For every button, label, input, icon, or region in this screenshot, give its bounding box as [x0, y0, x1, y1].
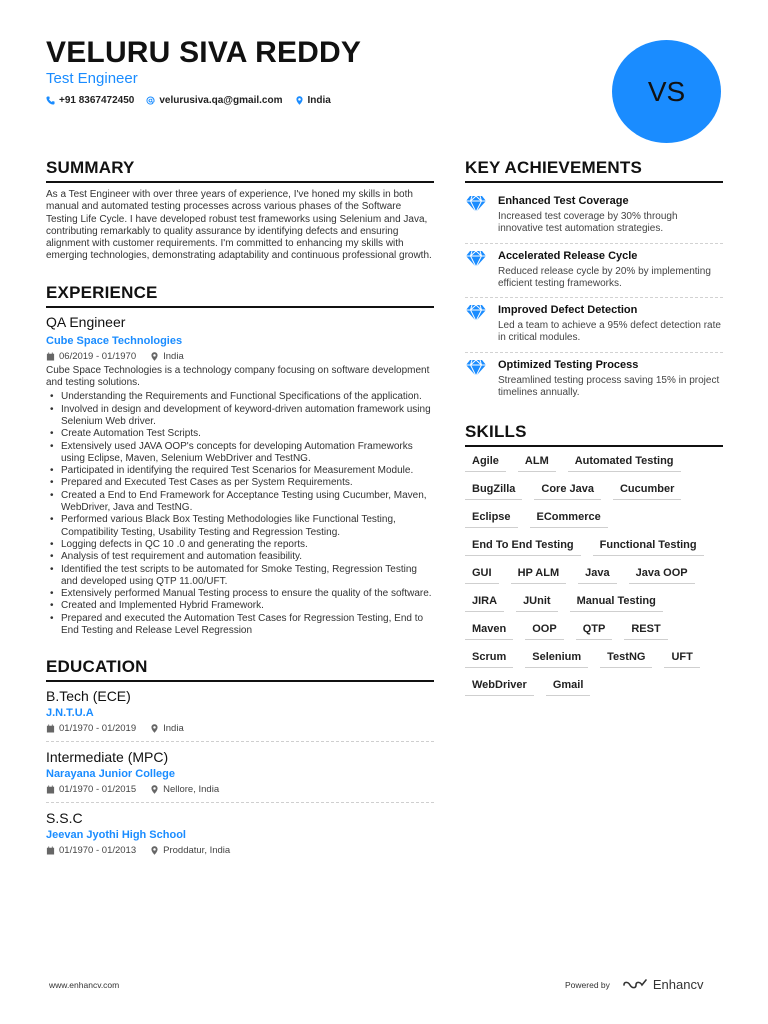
- education-meta: [46, 845, 434, 856]
- achievement-item: [465, 189, 723, 244]
- skill-tag: BugZilla: [465, 481, 522, 500]
- achievement-item: [465, 244, 723, 299]
- contact-location: [295, 95, 331, 106]
- education-location: [150, 845, 230, 856]
- diamond-icon: [465, 195, 487, 213]
- list-item: • Participated in identifying the required Test Scenarios for Measurement Module.: [46, 465, 434, 477]
- job-title: Test Engineer: [46, 70, 138, 87]
- enhancv-logo-icon: [622, 979, 648, 991]
- diamond-icon: [465, 250, 487, 268]
- achievement-desc: Increased test coverage by 30% through innovative test automation strategies.: [498, 211, 678, 235]
- achievements-section: [465, 158, 723, 406]
- experience-meta: [46, 351, 434, 362]
- achievement-body: [498, 359, 723, 400]
- summary-section: [46, 158, 434, 263]
- education-dates: [46, 845, 136, 856]
- calendar-icon: [46, 785, 55, 794]
- skill-tag: HP ALM: [511, 565, 567, 584]
- list-item: • Create Automation Test Scripts.: [46, 428, 434, 440]
- achievement-item: [465, 353, 723, 407]
- skill-tag: OOP: [525, 621, 563, 640]
- achievement-title: Enhanced Test Coverage: [498, 195, 629, 207]
- experience-location-text: India: [163, 350, 184, 362]
- section-heading-experience: EXPERIENCE: [46, 283, 434, 308]
- education-meta: [46, 784, 434, 795]
- skills-list: [465, 453, 723, 696]
- skill-tag: QTP: [576, 621, 613, 640]
- skill-tag: ALM: [518, 453, 556, 472]
- achievement-desc: Reduced release cycle by 20% by implementing efficient testing frameworks.: [498, 265, 711, 289]
- education-location: [150, 723, 184, 734]
- contact-email[interactable]: [146, 95, 282, 106]
- list-item: • Performed various Black Box Testing Methodologies like Functional Testing, Compatibility Testing, Usability Testing and Regression Testing.: [46, 514, 434, 539]
- list-item: • Understanding the Requirements and Functional Specifications of the application.: [46, 391, 434, 403]
- skills-section: [465, 422, 723, 696]
- education-dates: [46, 723, 136, 734]
- education-section: [46, 657, 434, 863]
- skill-tag: Maven: [465, 621, 513, 640]
- education-degree: B.Tech (ECE): [46, 688, 131, 705]
- location-pin-icon: [295, 96, 304, 105]
- list-item: • Analysis of test requirement and automation feasibility.: [46, 551, 434, 563]
- diamond-icon: [465, 359, 487, 377]
- contact-row: [46, 95, 331, 106]
- list-item: • Involved in design and development of keyword-driven automation framework using Selenium Web driver.: [46, 404, 434, 429]
- skill-tag: Gmail: [546, 677, 591, 696]
- education-dates-text: 01/1970 - 01/2013: [59, 845, 137, 857]
- education-dates-text: 01/1970 - 01/2015: [59, 784, 137, 796]
- list-item: • Created a End to End Framework for Acceptance Testing using Cucumber, Maven, WebDriver, Java and TestNG.: [46, 490, 434, 515]
- skill-tag: Cucumber: [613, 481, 681, 500]
- list-item: • Prepared and Executed Test Cases as per System Requirements.: [46, 477, 434, 489]
- education-school: Narayana Junior College: [46, 768, 175, 781]
- location-pin-icon: [150, 846, 159, 855]
- experience-bullets: [46, 391, 434, 637]
- skill-tag: Eclipse: [465, 509, 518, 528]
- skill-tag: Java: [578, 565, 616, 584]
- education-dates: [46, 784, 136, 795]
- right-column: [465, 158, 723, 696]
- achievement-title: Accelerated Release Cycle: [498, 249, 638, 262]
- education-item: [46, 688, 434, 742]
- list-item: • Logging defects in QC 10 .0 and generating the reports.: [46, 539, 434, 551]
- skill-tag: Selenium: [525, 649, 588, 668]
- skill-tag: Core Java: [534, 481, 601, 500]
- achievement-title: Optimized Testing Process: [498, 358, 639, 371]
- brand-name: Enhancv: [652, 977, 704, 992]
- achievement-desc: Led a team to achieve a 95% defect detection rate in critical modules.: [498, 320, 721, 344]
- skill-tag: Automated Testing: [568, 453, 681, 472]
- list-item: • Identified the test scripts to be automated for Smoke Testing, Regression Testing and developed using QTP 11.00/UFT.: [46, 564, 434, 589]
- calendar-icon: [46, 846, 55, 855]
- location-pin-icon: [150, 352, 159, 361]
- achievement-body: [498, 250, 723, 291]
- phone-text: +91 8367472450: [59, 95, 135, 106]
- skill-tag: JIRA: [465, 593, 504, 612]
- contact-phone[interactable]: [46, 95, 134, 106]
- education-location-text: Proddatur, India: [163, 845, 231, 857]
- skill-tag: Agile: [465, 453, 506, 472]
- brand-logo[interactable]: [622, 977, 704, 992]
- left-column: [46, 158, 434, 870]
- section-heading-summary: SUMMARY: [46, 158, 434, 183]
- skill-tag: UFT: [664, 649, 699, 668]
- education-item: [46, 810, 434, 863]
- skill-tag: ECommerce: [530, 509, 608, 528]
- skill-tag: Scrum: [465, 649, 513, 668]
- calendar-icon: [46, 352, 55, 361]
- experience-description: Cube Space Technologies is a technology company focusing on software development and testing solutions.: [46, 364, 430, 389]
- education-location: [150, 784, 219, 795]
- achievement-desc: Streamlined testing process saving 15% in project timelines annually.: [498, 374, 720, 399]
- section-heading-skills: SKILLS: [465, 422, 723, 447]
- section-heading-education: EDUCATION: [46, 657, 434, 682]
- list-item: • Extensively performed Manual Testing process to ensure the quality of the software.: [46, 588, 434, 600]
- education-school: Jeevan Jyothi High School: [46, 829, 186, 842]
- experience-section: [46, 283, 434, 638]
- skill-tag: JUnit: [516, 593, 558, 612]
- list-item: • Created and Implemented Hybrid Framework.: [46, 600, 434, 612]
- summary-text: As a Test Engineer with over three years of experience, I've honed my skills in both manual and automated testing processes across various phases of the Software Testing Life Cycle. I have developed robust test frameworks using Selenium and Java, contributing remarkably to quality assurance by identifying defects and ensuring alignment with customer requirements. I'm committed to enhancing my skills with emerging technologies, demonstrating adaptability and continuous professional growth.: [46, 189, 432, 262]
- section-heading-achievements: KEY ACHIEVEMENTS: [465, 158, 723, 183]
- candidate-name: VELURU SIVA REDDY: [46, 36, 362, 69]
- location-text: India: [307, 95, 331, 106]
- experience-dates-text: 06/2019 - 01/1970: [59, 350, 137, 362]
- education-meta: [46, 723, 434, 734]
- experience-dates: [46, 351, 136, 362]
- skill-tag: WebDriver: [465, 677, 534, 696]
- phone-icon: [46, 96, 55, 105]
- list-item: • Extensively used JAVA OOP's concepts for developing Automation Frameworks using Eclipse, Maven, Selenium WebDriver and TestNG.: [46, 441, 434, 466]
- calendar-icon: [46, 724, 55, 733]
- experience-location: [150, 351, 184, 362]
- experience-role: QA Engineer: [46, 313, 126, 330]
- location-pin-icon: [150, 785, 159, 794]
- skill-tag: Functional Testing: [593, 537, 704, 556]
- location-pin-icon: [150, 724, 159, 733]
- skill-tag: End To End Testing: [465, 537, 581, 556]
- achievement-title: Improved Defect Detection: [498, 304, 638, 317]
- education-school: J.N.T.U.A: [46, 707, 94, 720]
- skill-tag: TestNG: [600, 649, 652, 668]
- education-degree: S.S.C: [46, 810, 83, 827]
- list-item: • Prepared and executed the Automation Test Cases for Regression Testing, End to End Testing and Release Level Regression: [46, 613, 434, 638]
- at-icon: [146, 96, 155, 105]
- achievement-body: [498, 195, 723, 236]
- education-dates-text: 01/1970 - 01/2019: [59, 723, 137, 735]
- skill-tag: GUI: [465, 565, 499, 584]
- footer-site-link[interactable]: www.enhancv.com: [49, 980, 120, 990]
- skill-tag: REST: [624, 621, 667, 640]
- footer-branding: [565, 977, 703, 992]
- diamond-icon: [465, 304, 487, 322]
- education-item: [46, 749, 434, 803]
- email-text: velurusiva.qa@gmail.com: [159, 95, 283, 106]
- education-degree: Intermediate (MPC): [46, 749, 169, 766]
- powered-by-text: Powered by: [565, 979, 610, 990]
- skill-tag: Manual Testing: [570, 593, 663, 612]
- skill-tag: Java OOP: [629, 565, 695, 584]
- achievement-body: [498, 304, 723, 345]
- education-location-text: Nellore, India: [163, 784, 220, 796]
- experience-company: Cube Space Technologies: [46, 334, 183, 347]
- avatar: VS: [612, 40, 721, 143]
- achievement-item: [465, 298, 723, 353]
- education-location-text: India: [163, 723, 184, 735]
